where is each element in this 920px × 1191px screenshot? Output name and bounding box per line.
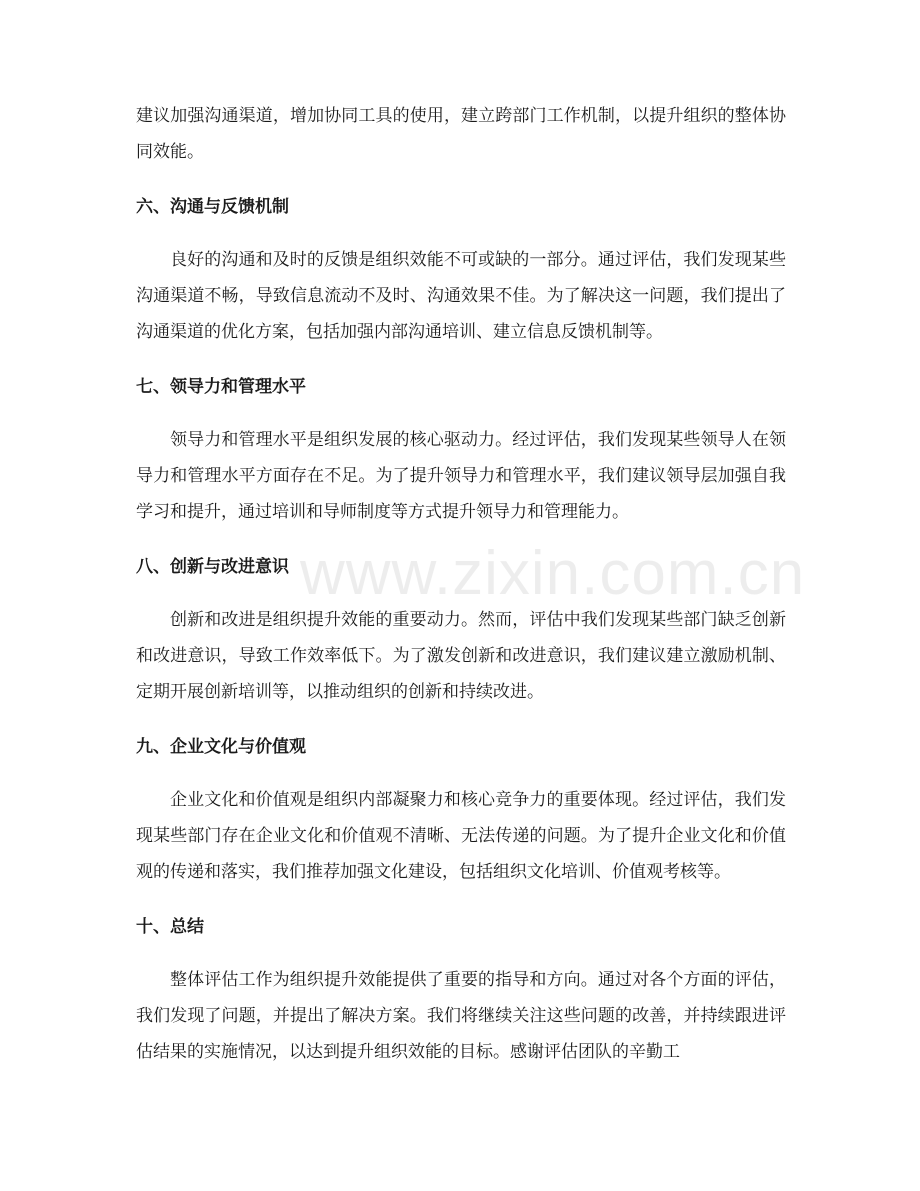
section-body-6: 良好的沟通和及时的反馈是组织效能不可或缺的一部分。通过评估，我们发现某些沟通渠道不畅，导致信息流动不及时、沟通效果不佳。为了解决这一问题，我们提出了沟通渠道的优化方案，包括加强内部沟通培训、建立信息反馈机制等。 [136, 250, 786, 342]
document-body [136, 98, 806, 1070]
section-heading-9: 九、企业文化与价值观 [136, 737, 306, 757]
section-heading-8: 八、创新与改进意识 [136, 557, 289, 577]
section-heading-6: 六、沟通与反馈机制 [136, 197, 289, 217]
intro-paragraph: 建议加强沟通渠道，增加协同工具的使用，建立跨部门工作机制，以提升组织的整体协同效能。 [136, 106, 786, 162]
section-body-10: 整体评估工作为组织提升效能提供了重要的指导和方向。通过对各个方面的评估，我们发现了问题，并提出了解决方案。我们将继续关注这些问题的改善，并持续跟进评估结果的实施情况，以达到提升组织效能的目标。感谢评估团队的辛勤工 [136, 970, 786, 1062]
section-heading-7: 七、领导力和管理水平 [136, 377, 306, 397]
section-body-7: 领导力和管理水平是组织发展的核心驱动力。经过评估，我们发现某些领导人在领导力和管理水平方面存在不足。为了提升领导力和管理水平，我们建议领导层加强自我学习和提升，通过培训和导师制度等方式提升领导力和管理能力。 [136, 430, 786, 522]
watermark-text: www.zixin.com.cn [300, 539, 806, 608]
section-body-9: 企业文化和价值观是组织内部凝聚力和核心竞争力的重要体现。经过评估，我们发现某些部门存在企业文化和价值观不清晰、无法传递的问题。为了提升企业文化和价值观的传递和落实，我们推荐加强文化建设，包括组织文化培训、价值观考核等。 [136, 790, 786, 882]
section-heading-10: 十、总结 [136, 917, 204, 937]
section-body-8: 创新和改进是组织提升效能的重要动力。然而，评估中我们发现某些部门缺乏创新和改进意识，导致工作效率低下。为了激发创新和改进意识，我们建议建立激励机制、定期开展创新培训等，以推动组织的创新和持续改进。 [136, 610, 786, 702]
